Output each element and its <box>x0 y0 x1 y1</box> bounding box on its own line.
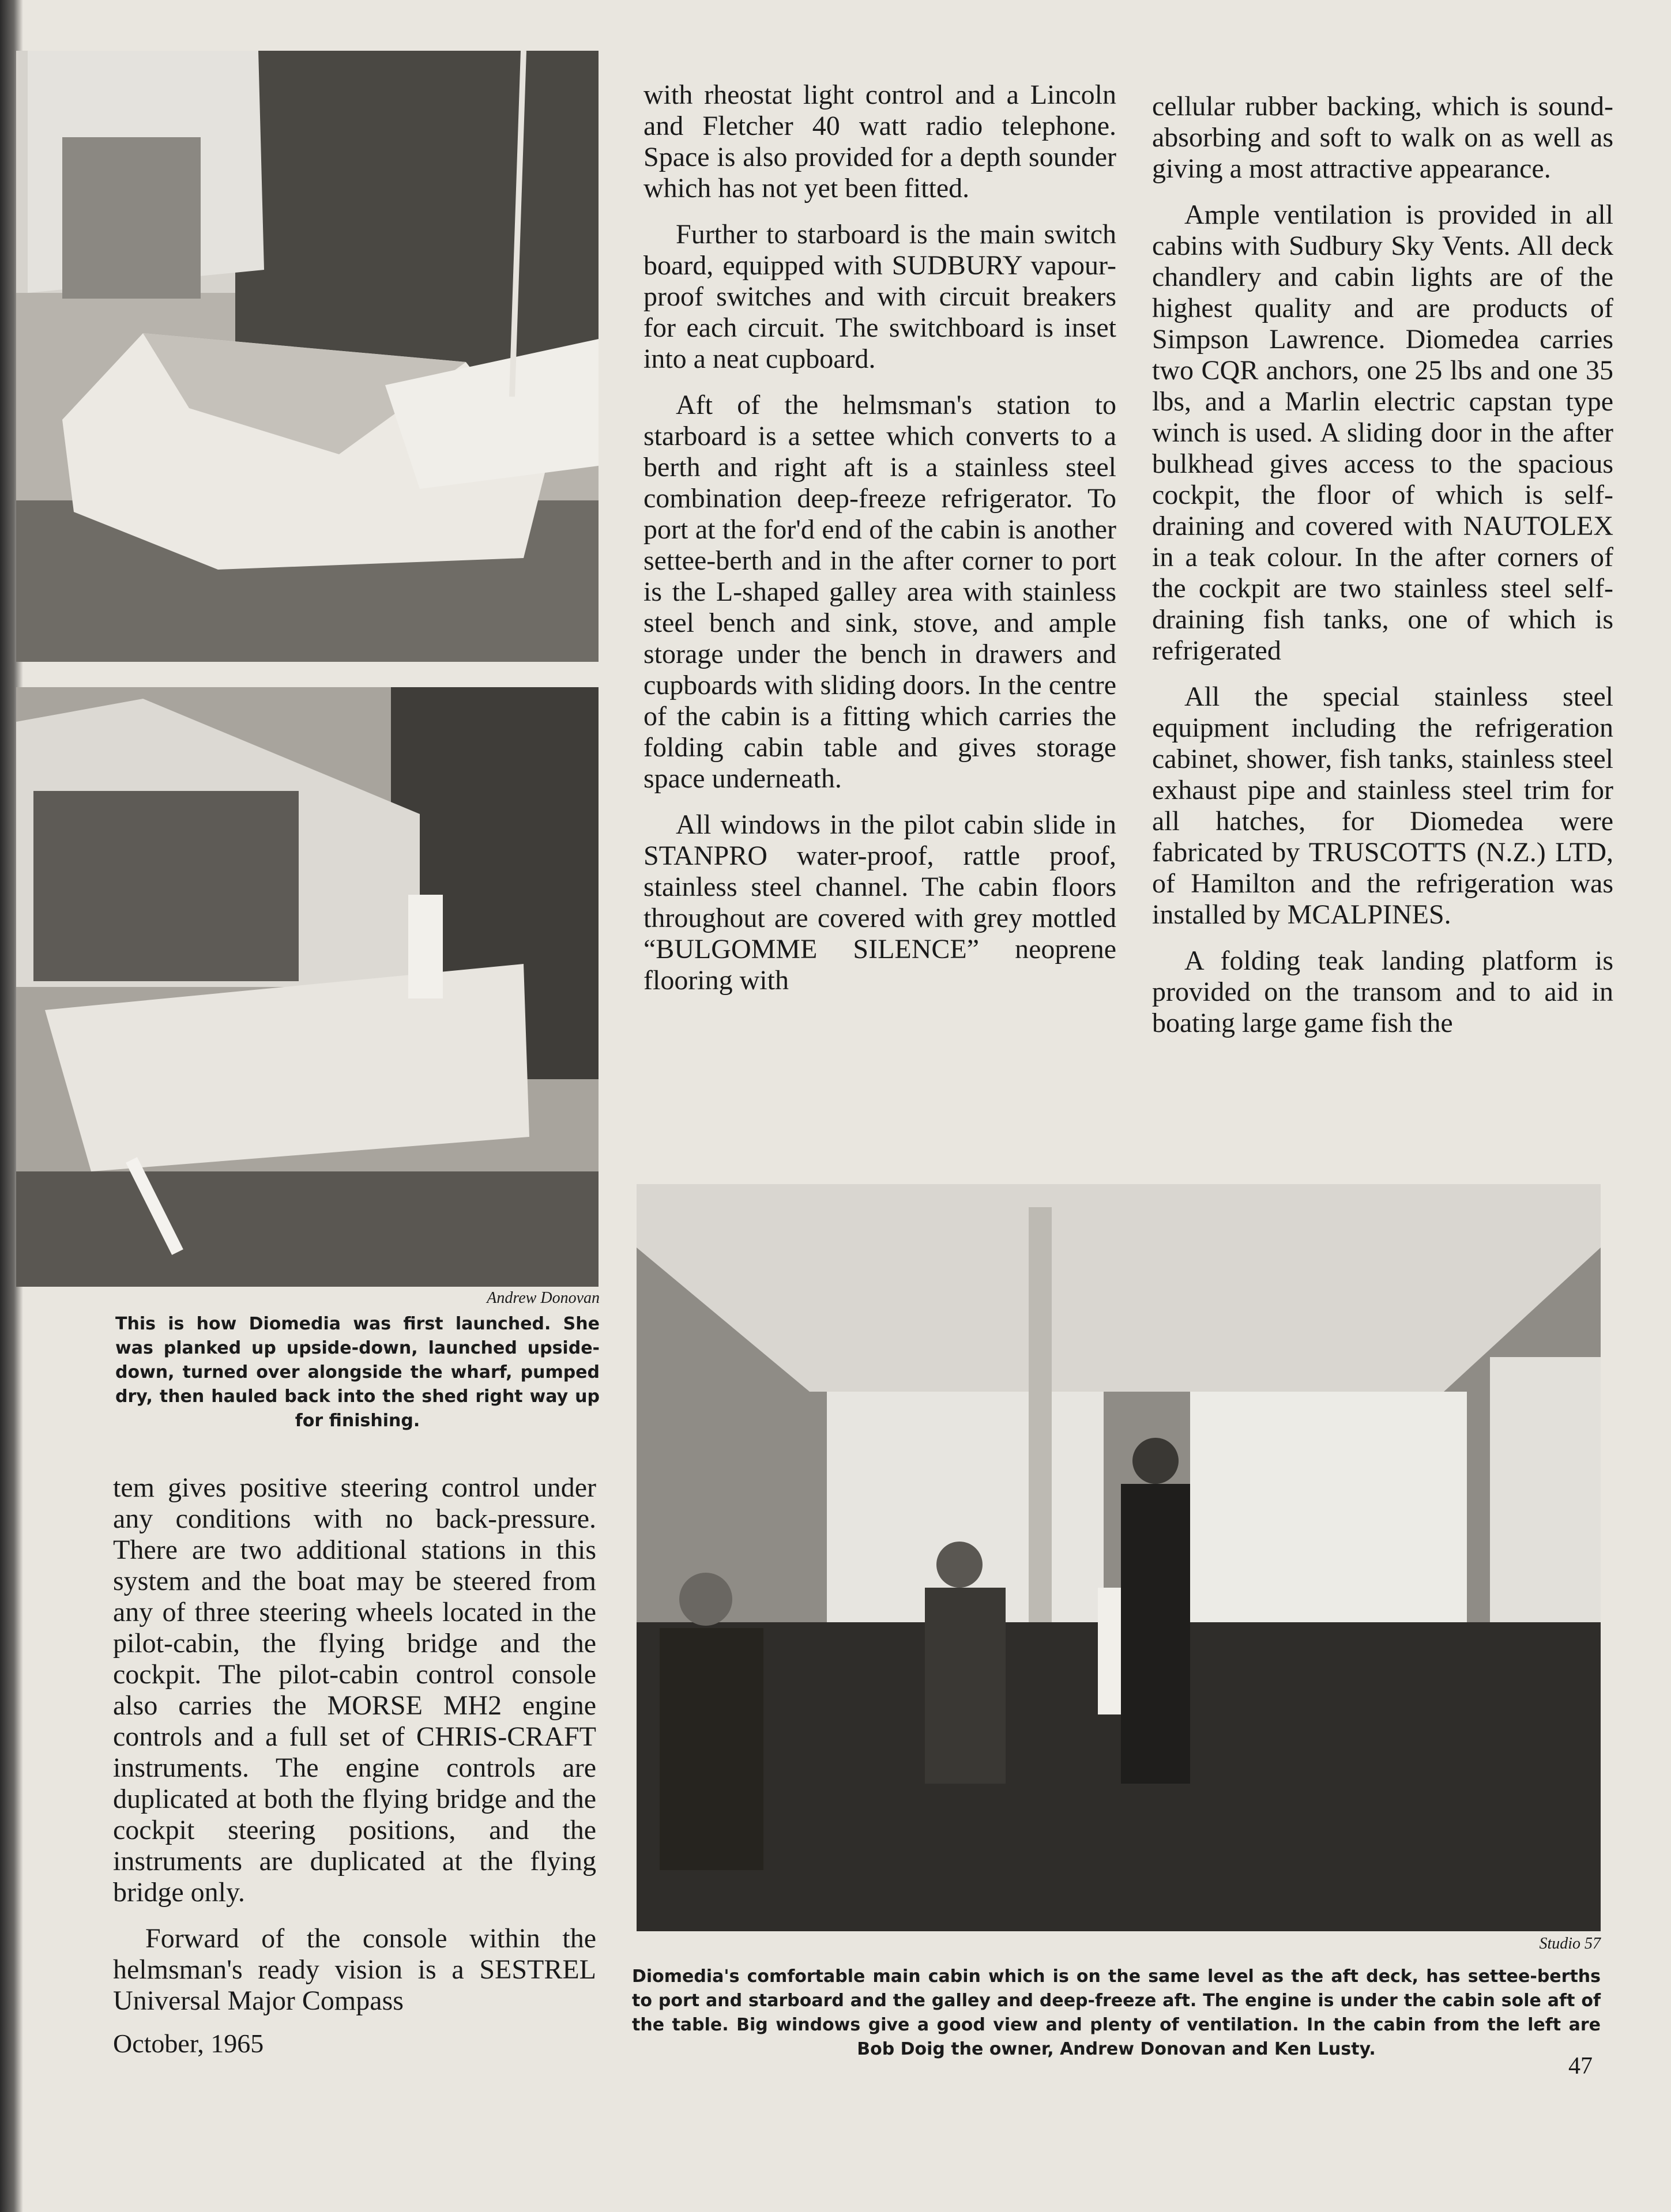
paragraph: Aft of the helmsman's station to starboard is a settee which converts to a berth and right aft is a stainless steel combination deep-freeze refrigerator. To port at the for'd end of the cabin is another settee-berth and in the after corner to port is the L-shaped galley area with stainless steel bench and sink, stove, and ample storage under the bench in drawers and cupboards with sliding doors. In the centre of the cabin is a fitting which carries the folding cabin table and gives storage space underneath. <box>643 390 1116 794</box>
issue-date: October, 1965 <box>113 2029 264 2058</box>
paragraph: Further to starboard is the main switch board, equipped with SUDBURY vapour-proof switches and with circuit breakers for each circuit. The switchboard is inset into a neat cupboard. <box>643 219 1116 374</box>
paragraph: with rheostat light control and a Lincoln and Fletcher 40 watt radio telephone. Space is also provided for a depth sounder which has not yet been fitted. <box>643 80 1116 204</box>
photo-hull-right-way-up <box>16 687 599 1287</box>
caption-launch: This is how Diomedia was first launched. She was planked up upside-down, launched upside-down, turned over alongside the wharf, pumped dry, then hauled back into the shed right way up for finishing. <box>115 1314 600 1431</box>
article-column-middle <box>643 80 1116 1011</box>
article-column-left <box>113 1472 596 2032</box>
paragraph: tem gives positive steering control under any conditions with no back-pressure. There are two additional stations in this system and the boat may be steered from any of three steering wheels located in the pilot-cabin, the flying bridge and the cockpit. The pilot-cabin control console also carries the MORSE MH2 engine controls and a full set of CHRIS-CRAFT instruments. The engine controls are duplicated at both the flying bridge and the cockpit steering positions, and the instruments are duplicated at the flying bridge only. <box>113 1472 596 1908</box>
paragraph: All windows in the pilot cabin slide in STANPRO water-proof, rattle proof, stainless steel channel. The cabin floors throughout are covered with grey mottled “BULGOMME SILENCE” neoprene flooring with <box>643 809 1116 996</box>
paragraph: A folding teak landing platform is provided on the transom and to aid in boating large game fish the <box>1152 945 1613 1038</box>
photo-credit-cabin: Studio 57 <box>1539 1935 1601 1953</box>
photo-hull-upside-down <box>16 51 599 662</box>
caption-cabin: Diomedia's comfortable main cabin which is on the same level as the aft deck, has settee-berths to port and starboard and the galley and deep-freeze aft. The engine is under the cabin sole aft of the table. Big windows give a good view and plenty of ventilation. In the cabin from the left are Bob Doig the owner, Andrew Donovan and Ken Lusty. <box>632 1966 1601 2059</box>
page-number: 47 <box>1568 2053 1593 2079</box>
photo-credit-left: Andrew Donovan <box>487 1289 600 1307</box>
paragraph: Forward of the console within the helmsman's ready vision is a SESTREL Universal Major Compass <box>113 1923 596 2016</box>
photo-main-cabin <box>637 1184 1601 1931</box>
paragraph: cellular rubber backing, which is sound-absorbing and soft to walk on as well as giving a most attractive appearance. <box>1152 91 1613 184</box>
paragraph: All the special stainless steel equipment including the refrigeration cabinet, shower, fish tanks, stainless steel exhaust pipe and stainless steel trim for all hatches, for Diomedea were fabricated by TRUSCOTTS (N.Z.) LTD, of Hamilton and the refrigeration was installed by MCALPINES. <box>1152 681 1613 930</box>
article-column-right <box>1152 91 1613 1054</box>
paragraph: Ample ventilation is provided in all cabins with Sudbury Sky Vents. All deck chandlery and cabin lights are of the highest quality and are products of Simpson Lawrence. Diomedea carries two CQR anchors, one 25 lbs and one 35 lbs, and a Marlin electric capstan type winch is used. A sliding door in the after bulkhead gives access to the spacious cockpit, the floor of which is self-draining and covered with NAUTOLEX in a teak colour. In the after corners of the cockpit are two stainless steel self-draining fish tanks, one of which is refrigerated <box>1152 199 1613 666</box>
